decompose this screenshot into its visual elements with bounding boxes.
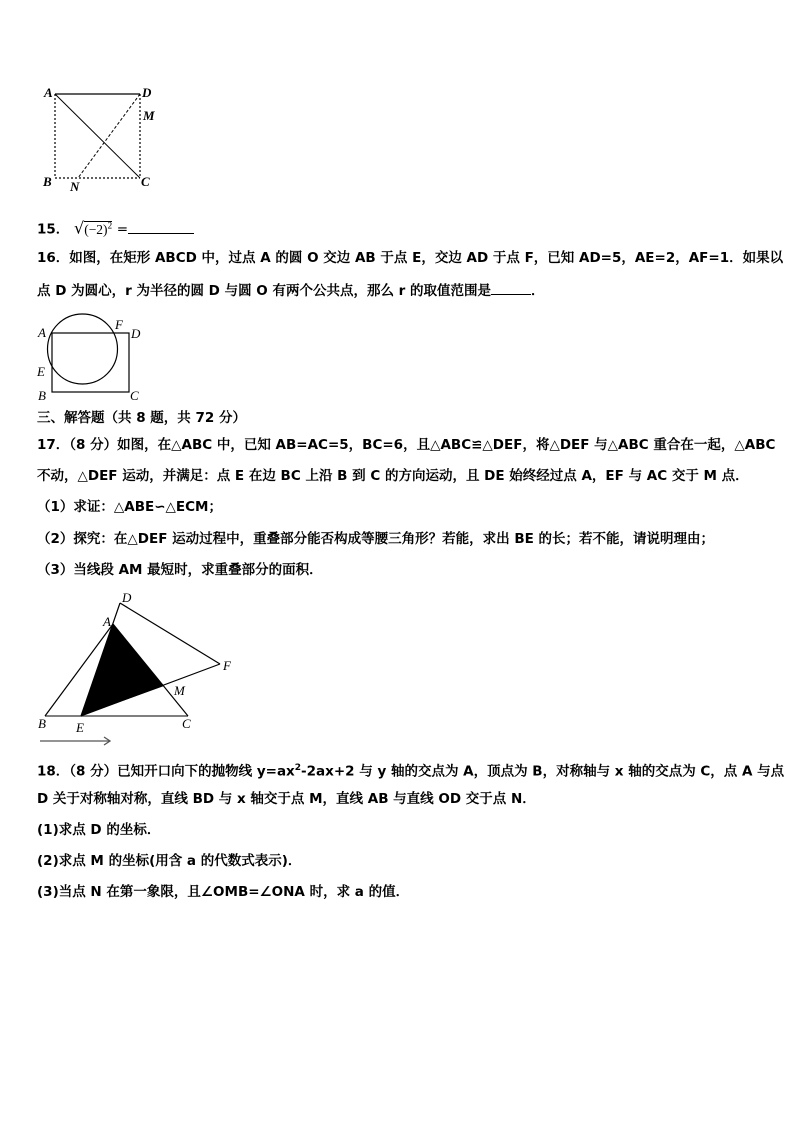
question-18-line2: D 关于对称轴对称，直线 BD 与 x 轴交于点 M，直线 AB 与直线 OD 交于点 N． [37,791,536,807]
label-n: N [70,179,80,194]
label-e: E [76,720,84,735]
q16-text: 点 D 为圆心，r 为半径的圆 D 与圆 O 有两个公共点，那么 r 的取值范围是 [37,283,492,299]
label-m: M [174,683,185,698]
sqrt-sign-icon: √ [74,218,85,238]
section-heading: 三、解答题（共 8 题，共 72 分） [37,410,246,426]
question-17-line1: 17．（8 分）如图，在△ABC 中，已知 AB=AC=5，BC=6，且△ABC≌△DEF，将△DEF 与△ABC 重合在一起，△ABC [37,437,776,453]
q15-eq: = [116,221,129,238]
label-c: C [130,388,139,403]
q18-text-a: 18．（8 分）已知开口向下的抛物线 y=ax [37,763,295,780]
question-18-part3: (3)当点 N 在第一象限，且∠OMB=∠ONA 时，求 a 的值． [37,884,410,900]
question-18-part1: (1)求点 D 的坐标． [37,822,161,838]
question-18-part2: (2)求点 M 的坐标(用含 a 的代数式表示)． [37,853,302,869]
q18-exponent: 2 [294,763,302,773]
label-a: A [38,325,46,340]
label-d: D [122,590,132,605]
label-f: F [115,317,123,332]
label-f: F [223,658,231,673]
question-17-line2: 不动，△DEF 运动，并满足：点 E 在边 BC 上沿 B 到 C 的方向运动，且 DE 始终经过点 A，EF 与 AC 交于 M 点． [37,468,749,484]
label-b: B [43,174,52,189]
question-17-part3: （3）当线段 AM 最短时，求重叠部分的面积． [37,562,323,578]
label-d: D [142,85,152,100]
label-b: B [38,388,46,403]
question-16-line1: 16．如图，在矩形 ABCD 中，过点 A 的圆 O 交边 AB 于点 E，交边 AD 于点 F，已知 AD=5，AE=2，AF=1．如果以 [37,250,784,266]
q15-exp: 2 [107,220,113,230]
label-m: M [143,108,155,123]
question-17-part2: （2）探究：在△DEF 运动过程中，重叠部分能否构成等腰三角形？若能，求出 BE 的长；若不能，请说明理由； [37,531,715,547]
label-e: E [37,364,45,379]
q15-expr: (−2) [84,221,108,237]
q18-text-b: -2ax+2 与 y 轴的交点为 A，顶点为 B，对称轴与 x 轴的交点为 C，点 A 与点 [301,763,785,780]
q15-number: 15． [37,221,70,238]
question-18-line1 [37,759,784,781]
label-b: B [38,716,46,731]
q16-end: ． [531,283,545,299]
label-a: A [103,614,111,629]
question-17-part1: （1）求证：△ABE∽△ECM； [37,499,222,515]
label-c: C [141,174,150,189]
label-c: C [182,716,191,731]
label-a: A [44,85,53,100]
label-d: D [131,326,141,341]
